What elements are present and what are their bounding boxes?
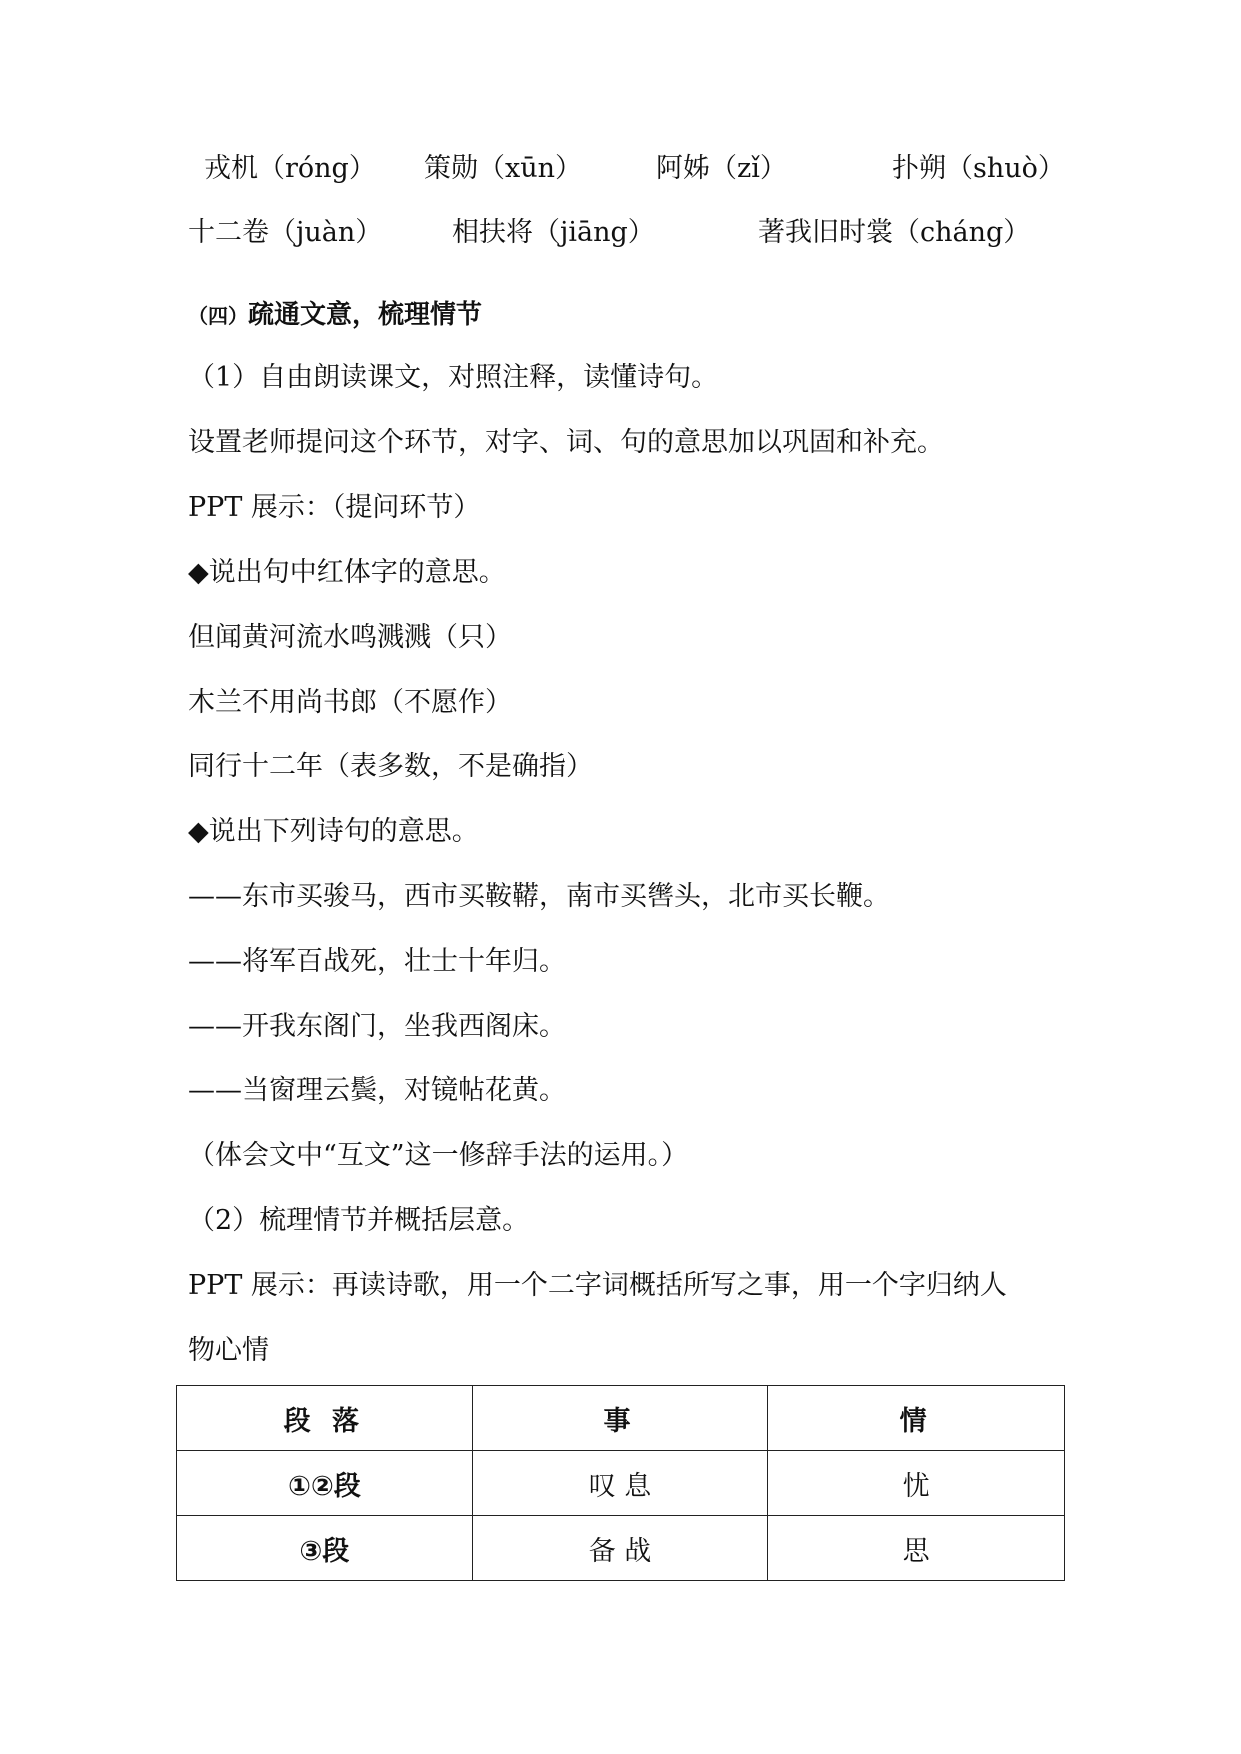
paragraph-line: 同行十二年（表多数，不是确指） <box>188 751 593 782</box>
paragraph-line: PPT 展示：再读诗歌，用一个二字词概括所写之事，用一个字归纳人 <box>188 1270 1007 1301</box>
bullet-line: ◆说出下列诗句的意思。 <box>188 816 479 847</box>
paragraph-line: （2）梳理情节并概括层意。 <box>188 1205 530 1236</box>
table-cell: 叹 息 <box>472 1451 768 1516</box>
summary-table <box>176 1385 1065 1581</box>
paragraph-line: ——当窗理云鬓，对镜帖花黄。 <box>188 1075 566 1106</box>
table-header-cell: 段 落 <box>177 1386 473 1451</box>
table-row <box>177 1451 1065 1516</box>
paragraph-line: 物心情 <box>188 1335 269 1366</box>
paragraph-line: 设置老师提问这个环节，对字、词、句的意思加以巩固和补充。 <box>188 427 944 458</box>
table-cell: 忧 <box>768 1451 1065 1516</box>
paragraph-line: ——开我东阁门，坐我西阁床。 <box>188 1011 566 1042</box>
table-cell: 备 战 <box>472 1516 768 1581</box>
pinyin-item: 相扶将（jiāng） <box>452 217 655 248</box>
pinyin-item: 策勋（xūn） <box>424 153 583 184</box>
table-header-row <box>177 1386 1065 1451</box>
table-header-cell: 事 <box>472 1386 768 1451</box>
paragraph-line: ——东市买骏马，西市买鞍鞯，南市买辔头，北市买长鞭。 <box>188 881 890 912</box>
table-cell: ③段 <box>177 1516 473 1581</box>
table-row <box>177 1516 1065 1581</box>
paragraph-line: （体会文中“互文”这一修辞手法的运用。） <box>188 1140 689 1171</box>
table-cell: ①②段 <box>177 1451 473 1516</box>
section-heading <box>188 297 482 334</box>
pinyin-item: 十二卷（juàn） <box>188 217 383 248</box>
paragraph-line: （1）自由朗读课文，对照注释，读懂诗句。 <box>188 362 719 393</box>
pinyin-item: 戎机（róng） <box>204 153 376 184</box>
paragraph-line: 木兰不用尚书郎（不愿作） <box>188 687 512 718</box>
paragraph-line: PPT 展示：（提问环节） <box>188 492 481 523</box>
bullet-line: ◆说出句中红体字的意思。 <box>188 557 506 588</box>
pinyin-item: 扑朔（shuò） <box>892 153 1065 184</box>
section-number: （四） <box>188 304 248 328</box>
table-cell: 思 <box>768 1516 1065 1581</box>
section-title: 疏通文意，梳理情节 <box>248 300 483 330</box>
paragraph-line: ——将军百战死，壮士十年归。 <box>188 946 566 977</box>
pinyin-item: 著我旧时裳（cháng） <box>758 217 1031 248</box>
pinyin-item: 阿姊（zǐ） <box>656 153 787 184</box>
paragraph-line: 但闻黄河流水鸣溅溅（只） <box>188 622 512 653</box>
table-header-cell: 情 <box>768 1386 1065 1451</box>
